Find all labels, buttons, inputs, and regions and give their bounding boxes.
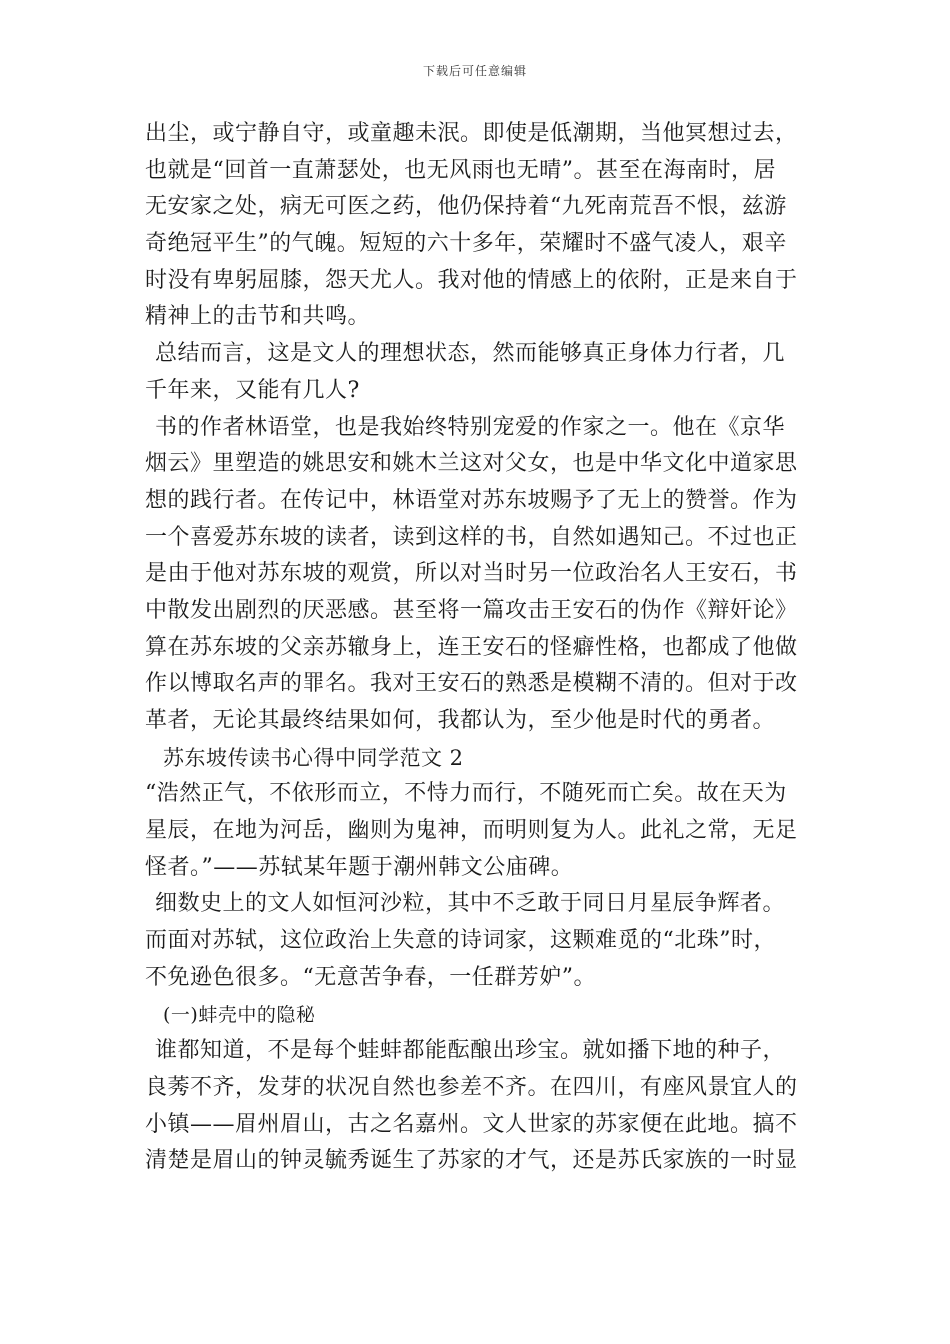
text-line: 革者，无论其最终结果如何，我都认为，至少他是时代的勇者。 (145, 708, 776, 733)
text-line: 烟云》里塑造的姚思安和姚木兰这对父女，也是中华文化中道家思 (145, 451, 798, 477)
text-line: 谁都知道，不是每个蛙蚌都能酝酿出珍宝。就如播下地的种子， (155, 1038, 786, 1064)
text-line: 也就是“回首一直萧瑟处，也无风雨也无晴”。甚至在海南时，居 (145, 157, 776, 183)
text-line: “浩然正气，不依形而立，不恃力而行，不随死而亡矣。故在天为 (145, 781, 787, 807)
text-line: 书的作者林语堂，也是我始终特别宠爱的作家之一。他在《京华 (155, 414, 786, 440)
text-line: 奇绝冠平生”的气魄。短短的六十多年，荣耀时不盛气凌人，艰辛 (145, 231, 787, 257)
section-heading: 苏东坡传读书心得中同学范文 2 (163, 745, 464, 770)
text-line: 想的践行者。在传记中，林语堂对苏东坡赐予了无上的赞誉。作为 (145, 487, 798, 513)
text-line: 是由于他对苏东坡的观赏，所以对当时另一位政治名人王安石，书 (145, 561, 798, 587)
subsection-heading: (一)蚌壳中的隐秘 (163, 1003, 316, 1026)
text-line: 千年来，又能有几人? (145, 377, 360, 403)
text-line: 作以博取名声的罪名。我对王安石的熟悉是模糊不清的。但对于改 (145, 671, 798, 697)
text-line: 星辰，在地为河岳，幽则为鬼神，而明则复为人。此礼之常，无足 (145, 818, 798, 844)
text-line: 精神上的击节和共鸣。 (145, 304, 371, 330)
text-line: 良莠不齐，发芽的状况自然也参差不齐。在四川，有座风景宜人的 (145, 1074, 798, 1100)
text-line: 而面对苏轼，这位政治上失意的诗词家，这颗难觅的“北珠”时， (145, 928, 776, 954)
text-line: 清楚是眉山的钟灵毓秀诞生了苏家的才气，还是苏氏家族的一时显 (145, 1148, 798, 1174)
text-line: 总结而言，这是文人的理想状态，然而能够真正身体力行者，几 (155, 341, 786, 367)
text-line: 细数史上的文人如恒河沙粒，其中不乏敢于同日月星辰争辉者。 (155, 891, 786, 917)
page-header: 下载后可任意编辑 (422, 64, 527, 78)
text-line: 无安家之处，病无可医之药，他仍保持着“九死南荒吾不恨，兹游 (145, 194, 787, 220)
text-line: 算在苏东坡的父亲苏辙身上，连王安石的怪癖性格，也都成了他做 (145, 634, 798, 660)
text-line: 怪者。”——苏轼某年题于潮州韩文公庙碑。 (145, 854, 574, 880)
text-line: 出尘，或宁静自守，或童趣未泯。即使是低潮期，当他冥想过去， (145, 121, 798, 146)
text-line: 小镇——眉州眉山，古之名嘉州。文人世家的苏家便在此地。搞不 (145, 1111, 798, 1137)
text-line: 时没有卑躬屈膝，怨天尤人。我对他的情感上的依附，正是来自于 (145, 267, 798, 293)
text-line: 中散发出剧烈的厌恶感。甚至将一篇攻击王安石的伪作《辩奸论》 (145, 597, 798, 623)
text-line: 不免逊色很多。“无意苦争春，一任群芳妒”。 (145, 964, 596, 990)
text-line: 一个喜爱苏东坡的读者，读到这样的书，自然如遇知己。不过也正 (145, 524, 798, 550)
body-text (145, 116, 810, 1180)
